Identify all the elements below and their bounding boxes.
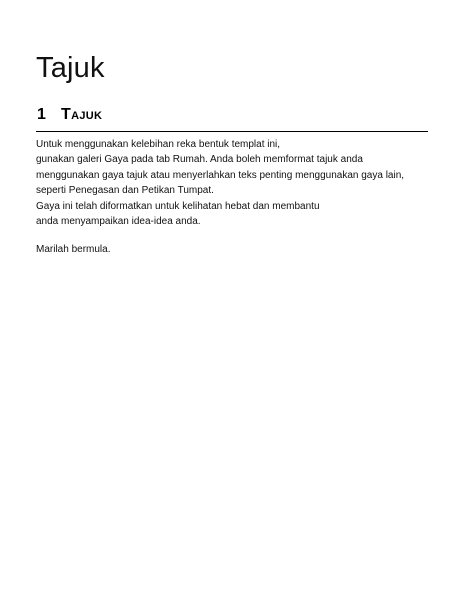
paragraph-line: menggunakan gaya tajuk atau menyerlahkan teks penting menggunakan gaya lain, [36, 169, 405, 181]
paragraph-line: anda menyampaikan idea-idea anda. [36, 216, 201, 228]
closing-paragraph[interactable]: Marilah bermula. [36, 244, 111, 255]
heading-number: 1 [37, 106, 46, 123]
document-title[interactable]: Tajuk [36, 52, 105, 84]
paragraph-line: seperti Penegasan dan Petikan Tumpat. [36, 185, 214, 197]
body-paragraph[interactable] [36, 137, 436, 229]
paragraph-line: Untuk menggunakan kelebihan reka bentuk templat ini, [36, 139, 281, 150]
heading-1[interactable] [36, 105, 428, 132]
paragraph-line: gunakan galeri Gaya pada tab Rumah. Anda boleh memformat tajuk anda [36, 154, 363, 166]
paragraph-line: Gaya ini telah diformatkan untuk kelihatan hebat dan membantu [36, 200, 320, 212]
heading-text: Tajuk [61, 106, 103, 123]
